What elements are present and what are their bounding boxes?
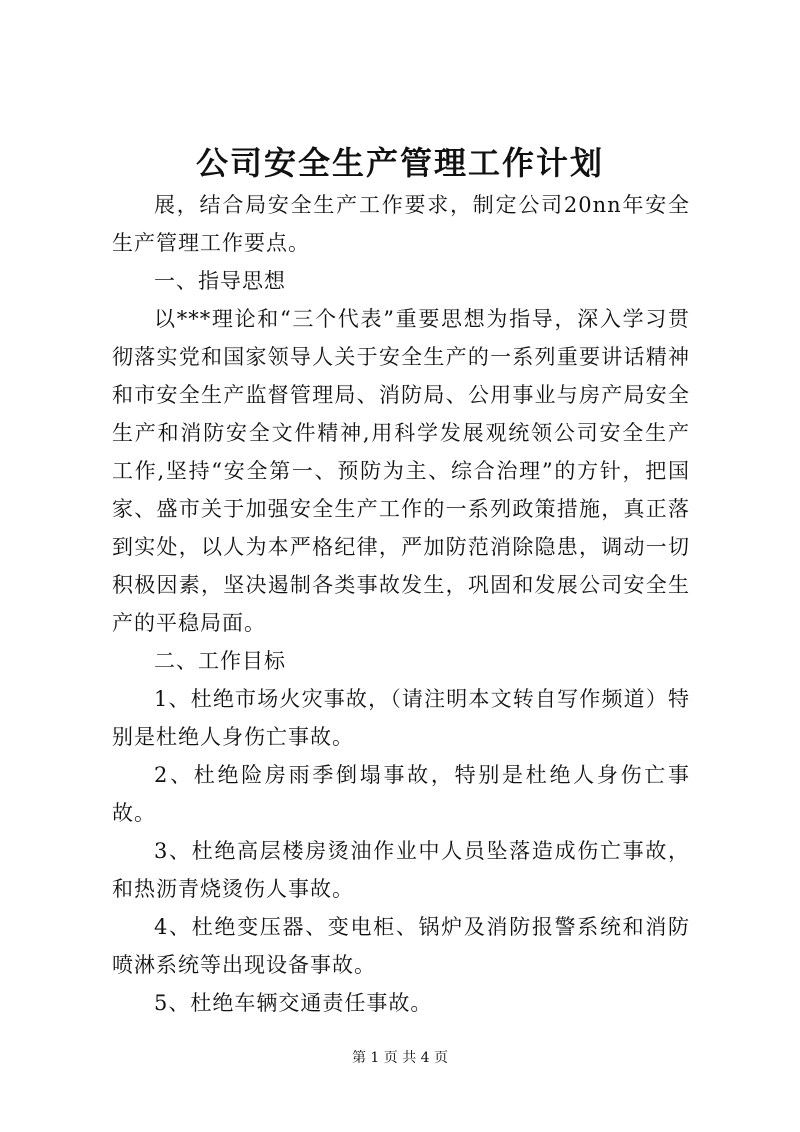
paragraph-intro: 展，结合局安全生产工作要求，制定公司20nn年安全生产管理工作要点。	[112, 193, 690, 255]
document-title: 公司安全生产管理工作计划	[195, 144, 604, 182]
goal-item-2: 2、杜绝险房雨季倒塌事故，特别是杜绝人身伤亡事故。	[112, 763, 690, 825]
section-heading-work-goals: 二、工作目标	[154, 649, 286, 673]
goal-item-5: 5、杜绝车辆交通责任事故。	[154, 991, 433, 1015]
document-body	[112, 186, 690, 1022]
goal-item-3: 3、杜绝高层楼房烫油作业中人员坠落造成伤亡事故，和热沥青烧烫伤人事故。	[112, 839, 690, 901]
page-number-footer: 第 1 页 共 4 页	[351, 1050, 449, 1066]
goal-item-4: 4、杜绝变压器、变电柜、锅炉及消防报警系统和消防喷淋系统等出现设备事故。	[112, 915, 690, 977]
section-heading-guiding-ideology: 一、指导思想	[154, 269, 286, 293]
goal-item-1: 1、杜绝市场火灾事故，（请注明本文转自写作频道）特别是杜绝人身伤亡事故。	[112, 687, 690, 749]
paragraph-guiding-ideology: 以***理论和“三个代表”重要思想为指导，深入学习贯彻落实党和国家领导人关于安全生产的一系列重要讲话精神和市安全生产监督管理局、消防局、公用事业与房产局安全生产和消防安全文件精神,用科学发展观统领公司安全生产工作,坚持“安全第一、预防为主、综合治理”的方针，把国家、盛市关于加强安全生产工作的一系列政策措施，真正落到实处，以人为本严格纪律，严加防范消除隐患，调动一切积极因素，坚决遏制各类事故发生，巩固和发展公司安全生产的平稳局面。	[112, 307, 690, 635]
